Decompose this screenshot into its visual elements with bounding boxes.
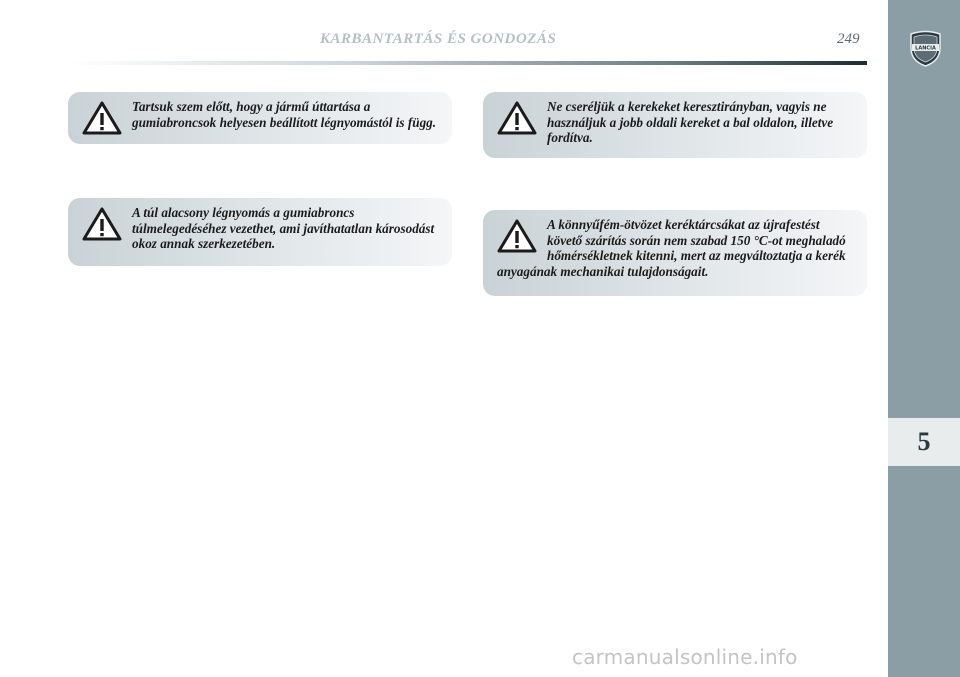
warning-triangle-icon bbox=[497, 219, 537, 253]
page-header-title: KARBANTARTÁS ÉS GONDOZÁS bbox=[320, 31, 557, 47]
warning-text: A túl alacsony légnyomás a gumiabroncs túlmelegedéséhez vezethet, ami javíthatatlan károsodást okoz annak szerkezetében. bbox=[132, 205, 435, 251]
warning-box bbox=[483, 92, 867, 158]
warning-box bbox=[483, 210, 867, 296]
warning-box bbox=[68, 198, 452, 266]
warning-text: A könnyűfém-ötvözet keréktárcsákat az újrafestést követő szárítás során nem szabad 150 °C-ot meghaladó hőmérsékletnek kitenni, mert az megváltoztatja a kerék anyagának mechanikai tulajdonságait. bbox=[497, 217, 846, 279]
warning-triangle-icon bbox=[82, 101, 122, 135]
lancia-logo-icon bbox=[907, 28, 944, 68]
warning-text: Tartsuk szem előtt, hogy a jármű úttartása a gumiabroncsok helyesen beállított légnyomástól is függ. bbox=[132, 99, 437, 130]
chapter-number-tab[interactable]: 5 bbox=[888, 418, 960, 466]
chapter-side-tab bbox=[888, 0, 960, 677]
watermark-text: carmanualsonline.info bbox=[572, 645, 798, 669]
header-rule-divider bbox=[70, 61, 867, 65]
warning-triangle-icon bbox=[497, 101, 537, 135]
warning-triangle-icon bbox=[82, 207, 122, 241]
warning-text: Ne cseréljük a kerekeket keresztirányban, vagyis ne használjuk a jobb oldali kereket a bal oldalon, illetve fordítva. bbox=[547, 99, 834, 145]
page-number: 249 bbox=[837, 31, 860, 47]
logo-text: LANCIA bbox=[915, 45, 936, 52]
warning-box bbox=[68, 92, 452, 144]
